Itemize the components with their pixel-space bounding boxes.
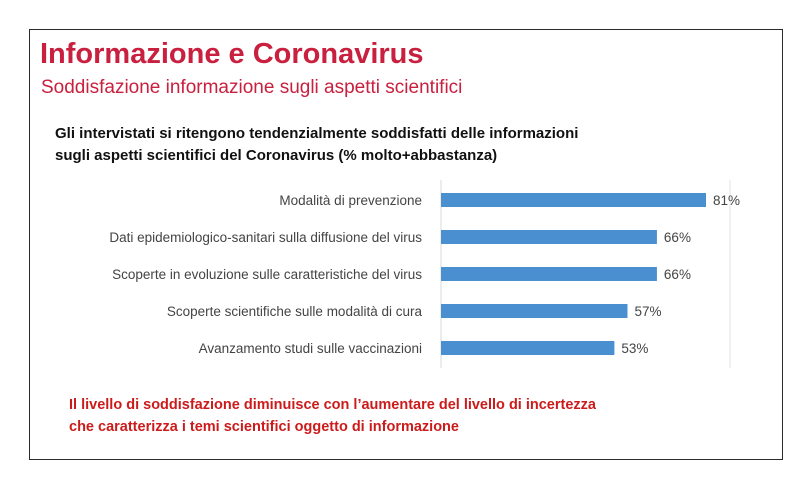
bar — [441, 230, 657, 244]
bar-value-label: 53% — [621, 341, 649, 356]
page-title: Informazione e Coronavirus — [40, 38, 424, 70]
chart-intro — [55, 123, 745, 167]
category-label: Modalità di prevenzione — [279, 193, 422, 208]
bar — [441, 193, 706, 207]
page-subtitle: Soddisfazione informazione sugli aspetti scientifici — [41, 77, 463, 98]
category-label: Scoperte scientifiche sulle modalità di cura — [166, 304, 422, 319]
bar-value-label: 57% — [634, 304, 662, 319]
chart-intro-line-1: Gli intervistati si ritengono tendenzialmente soddisfatti delle informazioni — [55, 125, 579, 142]
conclusion-note-line-1: Il livello di soddisfazione diminuisce con l’aumentare del livello di incertezza — [69, 397, 596, 413]
category-label: Dati epidemiologico-sanitari sulla diffusione del virus — [109, 230, 422, 245]
bar-value-label: 66% — [663, 230, 691, 245]
bar — [441, 304, 627, 318]
conclusion-note-line-2: che caratterizza i temi scientifici oggetto di informazione — [69, 419, 459, 435]
chart-intro-line-2: sugli aspetti scientifici del Coronavirus (% molto+abbastanza) — [55, 147, 498, 164]
category-label: Avanzamento studi sulle vaccinazioni — [198, 341, 422, 356]
category-label: Scoperte in evoluzione sulle caratteristiche del virus — [112, 267, 422, 282]
bar-value-label: 81% — [713, 193, 741, 208]
bar — [441, 267, 657, 281]
conclusion-note — [69, 394, 759, 438]
slide-frame — [29, 29, 783, 460]
bar-chart — [30, 170, 782, 370]
bar-value-label: 66% — [663, 267, 691, 282]
bar — [441, 341, 614, 355]
bar-chart-marks — [109, 180, 740, 368]
